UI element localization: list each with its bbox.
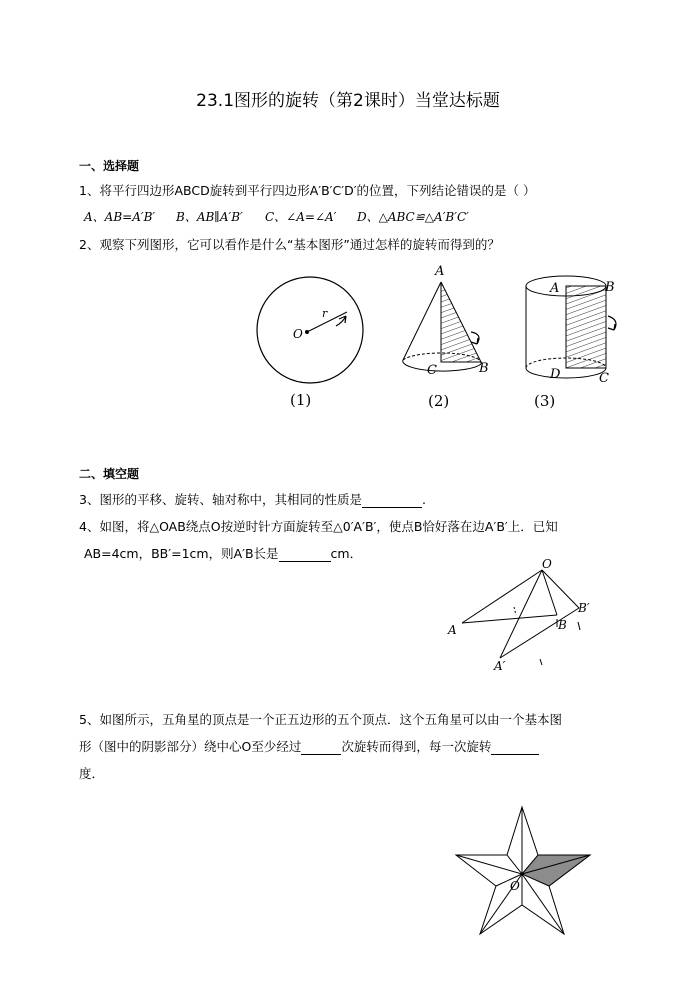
figure-caption-1: (1) — [290, 391, 312, 409]
question-3-text: 3、图形的平移、旋转、轴对称中，其相同的性质是 — [79, 492, 362, 507]
question-3 — [79, 490, 426, 508]
triangle-label-b: B — [558, 618, 567, 632]
question-1-option-c: C、∠A=∠A′ — [265, 210, 337, 224]
section-heading-choice: 一、选择题 — [79, 159, 140, 173]
section-heading-fill: 二、填空题 — [79, 467, 140, 481]
question-5-text-b: 次旋转而得到，每一次旋转 — [341, 739, 492, 754]
question-2-text: 2、观察下列图形，它可以看作是什么“基本图形”通过怎样的旋转而得到的？ — [79, 237, 500, 252]
figure-caption-2: (2) — [428, 392, 450, 410]
question-4-unit: cm． — [330, 546, 363, 561]
cone-label-c: C — [427, 363, 437, 378]
question-5-blank-2[interactable] — [491, 739, 539, 755]
question-4-answer-blank[interactable] — [279, 546, 331, 562]
question-5-blank-1[interactable] — [301, 739, 341, 755]
question-1-option-a: A、AB=A′B′ — [84, 210, 156, 224]
rotation-triangle-figure — [440, 555, 610, 675]
question-5-line-3: 度． — [79, 766, 105, 781]
question-4-given: AB=4cm，BB′=1cm，则A′B长是 — [84, 546, 279, 561]
triangle-label-a-prime: A′ — [494, 659, 506, 673]
cylinder-figure — [520, 262, 635, 415]
radius-label-r: r — [322, 307, 328, 320]
star-shaded-region — [522, 855, 590, 886]
triangle-label-a: A — [448, 623, 457, 637]
question-5-line-2 — [79, 737, 539, 755]
figure-caption-3: (3) — [534, 392, 556, 410]
question-1-option-b: B、AB∥A′B′ — [176, 210, 243, 224]
cylinder-label-d: D — [550, 367, 561, 382]
star-figure — [450, 800, 600, 940]
question-4-line-2 — [84, 544, 362, 562]
center-label-o: O — [293, 327, 303, 341]
cone-figure — [395, 260, 505, 415]
question-3-end: . — [421, 492, 426, 507]
question-3-answer-blank[interactable] — [362, 492, 422, 508]
cylinder-label-b: B — [605, 280, 615, 295]
triangle-label-b-prime: B′ — [578, 601, 590, 615]
question-4-line-1: 4、如图，将△OAB绕点O按逆时针方面旋转至△0′A′B′，使点B恰好落在边A′B′上．已知 — [79, 519, 558, 534]
circle-figure — [250, 272, 370, 412]
cylinder-label-a: A — [550, 281, 560, 296]
star-center-label-o: O — [510, 879, 520, 893]
question-5-text-a: 形（图中的阴影部分）绕中心O至少经过 — [79, 739, 302, 754]
question-1-text: 1、将平行四边形ABCD旋转到平行四边形A′B′C′D′的位置，下列结论错误的是（ ） — [79, 183, 536, 198]
triangle-label-o: O — [542, 557, 552, 571]
cylinder-label-c: C — [599, 371, 609, 386]
question-1-option-d: D、△ABC≌△A′B′C′ — [357, 210, 469, 224]
cone-label-a: A — [435, 264, 445, 279]
cone-label-b: B — [479, 361, 489, 376]
question-5-line-1: 5、如图所示，五角星的顶点是一个正五边形的五个顶点．这个五角星可以由一个基本图 — [79, 712, 562, 727]
page-title: 23.1图形的旋转（第2课时）当堂达标题 — [196, 91, 500, 111]
